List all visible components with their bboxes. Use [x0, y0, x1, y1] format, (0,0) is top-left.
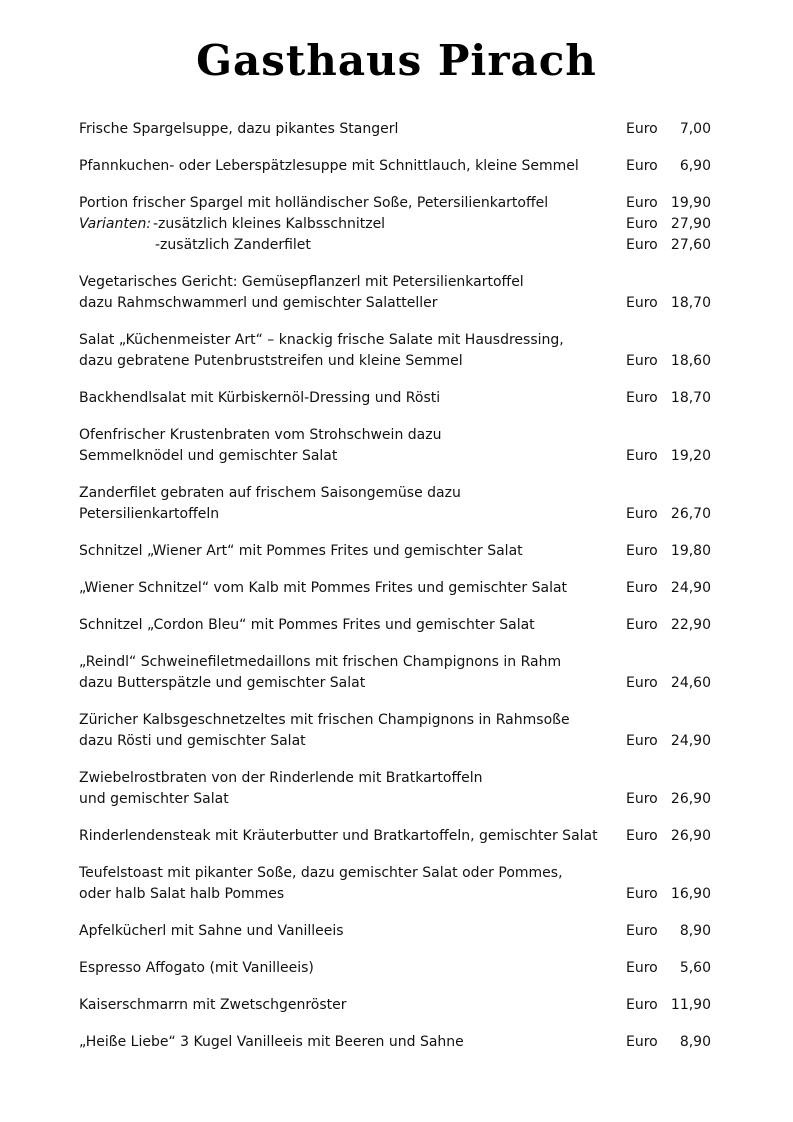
menu-item	[79, 193, 711, 256]
menu-item	[79, 272, 711, 314]
menu-list	[79, 119, 711, 1069]
variant-price: 27,90	[670, 216, 711, 232]
menu-item-line	[79, 921, 711, 942]
dish-description: Espresso Affogato (mit Vanilleeis)	[79, 960, 314, 976]
menu-item-line	[79, 710, 711, 731]
menu-item-line	[79, 789, 711, 810]
dish-price: 8,90	[679, 923, 711, 939]
menu-item	[79, 652, 711, 694]
dish-description: Zanderfilet gebraten auf frischem Saisongemüse dazu	[79, 485, 461, 501]
dish-description: Semmelknödel und gemischter Salat	[79, 448, 338, 464]
menu-item	[79, 541, 711, 562]
menu-item	[79, 768, 711, 810]
menu-item	[79, 388, 711, 409]
menu-item-line	[79, 768, 711, 789]
menu-item	[79, 483, 711, 525]
dish-price: 22,90	[670, 617, 711, 633]
currency-label: Euro	[626, 506, 658, 522]
dish-price: 7,00	[679, 121, 711, 137]
currency-label: Euro	[626, 1034, 658, 1050]
menu-item	[79, 615, 711, 636]
currency-label: Euro	[626, 997, 658, 1013]
menu-item	[79, 921, 711, 942]
variants-label: Varianten:	[79, 216, 152, 232]
dish-description: Vegetarisches Gericht: Gemüsepflanzerl mit Petersilienkartoffel	[79, 274, 524, 290]
dish-price: 24,60	[670, 675, 711, 691]
dish-description: dazu Rahmschwammerl und gemischter Salatteller	[79, 295, 438, 311]
menu-item-line	[79, 388, 711, 409]
variant-option: -zusätzlich kleines Kalbsschnitzel	[153, 216, 386, 232]
currency-label: Euro	[626, 923, 658, 939]
menu-item-line	[79, 863, 711, 884]
currency-label: Euro	[626, 733, 658, 749]
currency-label: Euro	[626, 617, 658, 633]
dish-price: 18,60	[670, 353, 711, 369]
dish-description: dazu gebratene Putenbruststreifen und kleine Semmel	[79, 353, 463, 369]
menu-item-line	[79, 615, 711, 636]
dish-description: oder halb Salat halb Pommes	[79, 886, 285, 902]
dish-description: dazu Rösti und gemischter Salat	[79, 733, 306, 749]
dish-price: 19,80	[670, 543, 711, 559]
dish-description: Rinderlendensteak mit Kräuterbutter und Bratkartoffeln, gemischter Salat	[79, 828, 598, 844]
currency-label: Euro	[626, 448, 658, 464]
menu-item-line	[79, 330, 711, 351]
menu-item	[79, 710, 711, 752]
dish-description: Zwiebelrostbraten von der Rinderlende mit Bratkartoffeln	[79, 770, 483, 786]
dish-description: Frische Spargelsuppe, dazu pikantes Stangerl	[79, 121, 399, 137]
menu-item-line	[79, 483, 711, 504]
page-title: Gasthaus Pirach	[196, 36, 597, 85]
menu-item-line	[79, 731, 711, 752]
dish-price: 5,60	[679, 960, 711, 976]
menu-item	[79, 578, 711, 599]
currency-label: Euro	[626, 543, 658, 559]
dish-description: Teufelstoast mit pikanter Soße, dazu gemischter Salat oder Pommes,	[79, 865, 563, 881]
dish-price: 6,90	[679, 158, 711, 174]
menu-item-line	[79, 351, 711, 372]
menu-item	[79, 863, 711, 905]
menu-item	[79, 826, 711, 847]
menu-item-line	[79, 293, 711, 314]
dish-description: „Wiener Schnitzel“ vom Kalb mit Pommes Frites und gemischter Salat	[79, 580, 568, 596]
dish-description: Apfelkücherl mit Sahne und Vanilleeis	[79, 923, 344, 939]
currency-label: Euro	[626, 158, 658, 174]
variant-price: 27,60	[670, 237, 711, 253]
dish-price: 26,70	[670, 506, 711, 522]
menu-item-line	[79, 673, 711, 694]
dish-price: 26,90	[670, 791, 711, 807]
menu-item	[79, 995, 711, 1016]
currency-label: Euro	[626, 353, 658, 369]
menu-item-line	[79, 541, 711, 562]
dish-price: 18,70	[670, 295, 711, 311]
dish-description: Schnitzel „Cordon Bleu“ mit Pommes Frites und gemischter Salat	[79, 617, 535, 633]
dish-price: 8,90	[679, 1034, 711, 1050]
menu-item-line	[79, 826, 711, 847]
currency-label: Euro	[626, 195, 658, 211]
menu-item-line	[79, 119, 711, 140]
dish-description: Portion frischer Spargel mit holländischer Soße, Petersilienkartoffel	[79, 195, 549, 211]
dish-description: „Heiße Liebe“ 3 Kugel Vanilleeis mit Beeren und Sahne	[79, 1034, 464, 1050]
menu-item	[79, 1032, 711, 1053]
dish-price: 11,90	[670, 997, 711, 1013]
menu-item-line	[79, 1032, 711, 1053]
menu-item	[79, 330, 711, 372]
dish-description: Salat „Küchenmeister Art“ – knackig frische Salate mit Hausdressing,	[79, 332, 564, 348]
menu-item-line	[79, 272, 711, 293]
dish-price: 26,90	[670, 828, 711, 844]
menu-item-line	[79, 193, 711, 214]
menu-item-line	[79, 958, 711, 979]
dish-price: 19,90	[670, 195, 711, 211]
menu-item	[79, 425, 711, 467]
dish-description: Ofenfrischer Krustenbraten vom Strohschwein dazu	[79, 427, 442, 443]
dish-description: und gemischter Salat	[79, 791, 229, 807]
menu-item	[79, 119, 711, 140]
currency-label: Euro	[626, 295, 658, 311]
currency-label: Euro	[626, 791, 658, 807]
menu-item	[79, 156, 711, 177]
menu-item-line	[79, 504, 711, 525]
dish-description: Pfannkuchen- oder Leberspätzlesuppe mit Schnittlauch, kleine Semmel	[79, 158, 579, 174]
dish-price: 18,70	[670, 390, 711, 406]
menu-item-line	[79, 995, 711, 1016]
dish-description: Kaiserschmarrn mit Zwetschgenröster	[79, 997, 347, 1013]
variant-line	[79, 235, 711, 256]
dish-price: 19,20	[670, 448, 711, 464]
menu-item-line	[79, 156, 711, 177]
dish-description: Züricher Kalbsgeschnetzeltes mit frischen Champignons in Rahmsoße	[79, 712, 570, 728]
menu-item-line	[79, 652, 711, 673]
currency-label: Euro	[626, 828, 658, 844]
currency-label: Euro	[626, 216, 658, 232]
currency-label: Euro	[626, 237, 658, 253]
variant-option: -zusätzlich Zanderfilet	[155, 237, 311, 253]
menu-item-line	[79, 425, 711, 446]
currency-label: Euro	[626, 960, 658, 976]
dish-price: 16,90	[670, 886, 711, 902]
currency-label: Euro	[626, 121, 658, 137]
menu-item-line	[79, 884, 711, 905]
currency-label: Euro	[626, 390, 658, 406]
menu-item-line	[79, 446, 711, 467]
dish-price: 24,90	[670, 580, 711, 596]
menu-item-line	[79, 578, 711, 599]
currency-label: Euro	[626, 886, 658, 902]
dish-price: 24,90	[670, 733, 711, 749]
menu-item	[79, 958, 711, 979]
dish-description: Schnitzel „Wiener Art“ mit Pommes Frites und gemischter Salat	[79, 543, 523, 559]
dish-description: dazu Butterspätzle und gemischter Salat	[79, 675, 366, 691]
variant-line	[79, 214, 711, 235]
dish-description: Petersilienkartoffeln	[79, 506, 220, 522]
dish-description: „Reindl“ Schweinefiletmedaillons mit frischen Champignons in Rahm	[79, 654, 562, 670]
dish-description: Backhendlsalat mit Kürbiskernöl-Dressing und Rösti	[79, 390, 441, 406]
currency-label: Euro	[626, 675, 658, 691]
currency-label: Euro	[626, 580, 658, 596]
